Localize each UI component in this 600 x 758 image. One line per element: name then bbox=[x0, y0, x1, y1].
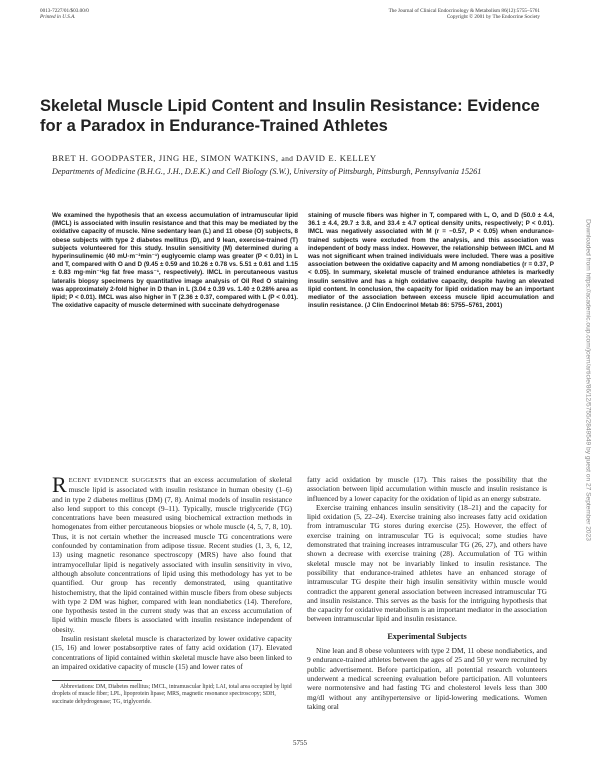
article-title: Skeletal Muscle Lipid Content and Insulin Resistance: Evidence for a Paradox in Endurance-Trained Athletes bbox=[40, 97, 540, 135]
intro-paragraph-1-text: that an excess accumulation of skeletal muscle lipid is associated with insulin resistance in human obesity (1–6) and in type 2 diabetes mellitus (DM) (7, 8). Animal models of insulin resistance also lend support to this concept (9–11). Typically, muscle triglyceride (TG) concentrations have been measured using biochemical extraction methods in homogenates from either percutaneous biopsies or whole muscle (4, 5, 7, 8, 10). Thus, it is not certain whether the increased muscle TG concentrations were confounded by contamination from adipose tissue. Recent studies (1, 3, 6, 12, 13) using magnetic resonance spectroscopy (MRS) have also found that intramyocellular lipid is negatively associated with insulin sensitivity in vivo, although absolute concentrations of lipid using this methodology has yet to be quantified. Our group has recently demonstrated, using quantitative histochemistry, that the lipid contained within muscle fibers from obese subjects with type 2 DM was higher, compared with lean nondiabetics (14). Therefore, one hypothesis tested in the current study was that an excess accumulation of lipid within muscle fibers is associated with insulin resistance independent of obesity. bbox=[52, 475, 292, 634]
footnote-divider bbox=[52, 680, 142, 681]
journal-header-left bbox=[40, 8, 89, 21]
abstract-right: staining of muscle fibers was higher in T, compared with L, O, and D (50.0 ± 4.4, 36.1 ± 4.4, 29.7 ± 3.8, and 33.4 ± 4.7 optical density units, respectively; P < 0.01). IMCL was negatively associated with M (r = −0.57, P < 0.05) when endurance-trained subjects were excluded from the analysis, and this association was independent of body mass index. However, the relationship between IMCL and M was not significant when trained individuals were included. There was a positive association between the oxidative capacity and M among nondiabetics (r = 0.37, P < 0.05). In summary, skeletal muscle of trained endurance athletes is markedly insulin sensitive and has a high oxidative capacity, despite having an elevated lipid content. In conclusion, the capacity for lipid oxidation may be an important mediator of the association between excess muscle lipid accumulation and insulin resistance. (J Clin Endocrinol Metab 86: 5755–5761, 2001) bbox=[308, 212, 554, 310]
author-names: BRET H. GOODPASTER, JING HE, SIMON WATKINS, bbox=[52, 153, 279, 163]
journal-header-right bbox=[389, 8, 540, 21]
issn-line: 0013-7227/01/$03.00/0 bbox=[40, 8, 89, 14]
printed-line: Printed in U.S.A. bbox=[40, 14, 76, 21]
lead-caps: ECENT EVIDENCE SUGGESTS bbox=[68, 477, 167, 484]
methods-paragraph-1: Nine lean and 8 obese volunteers with type 2 DM, 11 obese nondiabetics, and 9 endurance-trained athletes between the ages of 25 and 50 yr were recruited by public advertisement. Before participation, all potential research volunteers underwent a medical screening evaluation before participation. All volunteers were normotensive and had fasting TG and cholesterol levels less than 300 mg/dl without any antihypertensive or lipid-lowering medications. Women taking oral bbox=[307, 646, 547, 711]
intro-paragraph-3: fatty acid oxidation by muscle (17). This raises the possibility that the association between lipid accumulation within muscle and insulin resistance is influenced by a lower capacity for the oxidation of lipid as an energy substrate. bbox=[307, 475, 547, 503]
section-heading: Experimental Subjects bbox=[387, 631, 467, 641]
intro-paragraph-2: Insulin resistant skeletal muscle is characterized by lower oxidative capacity (15, 16) and lower postabsorptive rates of fatty acid oxidation (17). Elevated concentrations of lipid contained within skeletal muscle have also been linked to an impaired oxidative capacity of muscle (15) and lower rates of bbox=[52, 634, 292, 671]
author-conjunction: and bbox=[281, 154, 294, 163]
author-last: DAVID E. KELLEY bbox=[296, 153, 377, 163]
page-number: 5755 bbox=[293, 739, 307, 747]
download-watermark: Downloaded from https://academic.oup.com/jcem/article/86/12/5755/2849549 by guest on 27 September 2023 bbox=[584, 219, 592, 541]
abstract-left: We examined the hypothesis that an excess accumulation of intramuscular lipid (IMCL) is associated with insulin resistance and that this may be mediated by the oxidative capacity of muscle. Nine sedentary lean (L) and 11 obese (O) subjects, 8 obese subjects with type 2 diabetes mellitus (D), and 9 lean, exercise-trained (T) subjects volunteered for this study. Insulin sensitivity (M) determined during a hyperinsulinemic (40 mU·m⁻²min⁻¹) euglycemic clamp was greater (P < 0.01) in L and T, compared with O and D (9.45 ± 0.59 and 10.26 ± 0.78 vs. 5.51 ± 0.61 and 1.15 ± 0.83 mg·min⁻¹kg fat free mass⁻¹, respectively). IMCL in percutaneous vastus lateralis biopsy specimens by quantitative image analysis of Oil Red O staining was approximately 2-fold higher in D than in L (3.04 ± 0.39 vs. 1.40 ± 0.28% area as lipid; P < 0.01). IMCL was also higher in T (2.36 ± 0.37, compared with L (P < 0.01). The oxidative capacity of muscle determined with succinate dehydrogenase bbox=[52, 212, 298, 310]
affiliation: Departments of Medicine (B.H.G., J.H., D.E.K.) and Cell Biology (S.W.), University of Pittsburgh, Pittsburgh, Pennsylvania 15261 bbox=[52, 167, 482, 176]
drop-cap: R bbox=[52, 472, 67, 497]
journal-citation-line: The Journal of Clinical Endocrinology & Metabolism 86(12):5755–5761 bbox=[388, 8, 540, 14]
abbreviations-footnote: Abbreviations: DM, Diabetes mellitus; IMCL, intramuscular lipid; LAI, total area occupied by lipid droplets of muscle fiber; LPL, lipoprotein lipase; MRS, magnetic resonance spectroscopy; SDH, succinate dehydrogenase; TG, triglyceride. bbox=[52, 684, 292, 705]
body-column-right bbox=[307, 475, 547, 711]
intro-paragraph-4: Exercise training enhances insulin sensitivity (18–21) and the capacity for lipid oxidation (5, 22–24). Exercise training also increases fatty acid oxidation from intramuscular TG stores during exercise (25). However, the effect of exercise training on intramuscular TG is equivocal; some studies have demonstrated that training increases intramuscular TG (26, 27), and others have shown a decrease with exercise training (28). Accumulation of TG within skeletal muscle may not be invariably linked to insulin resistance. The possibility that endurance-trained athletes have an enhanced storage of intramuscular TG despite their high insulin sensitivity within muscle would contradict the apparent general association between increased intramuscular TG and insulin resistance. This serves as the basis for the intriguing hypothesis that the capacity for oxidative metabolism is an important mediator in the association between intramuscular lipid and insulin resistance. bbox=[307, 502, 547, 624]
intro-paragraph-1 bbox=[52, 472, 292, 634]
body-column-left bbox=[52, 472, 292, 671]
copyright-line: Copyright © 2001 by The Endocrine Society bbox=[446, 14, 540, 21]
author-list bbox=[52, 153, 377, 163]
